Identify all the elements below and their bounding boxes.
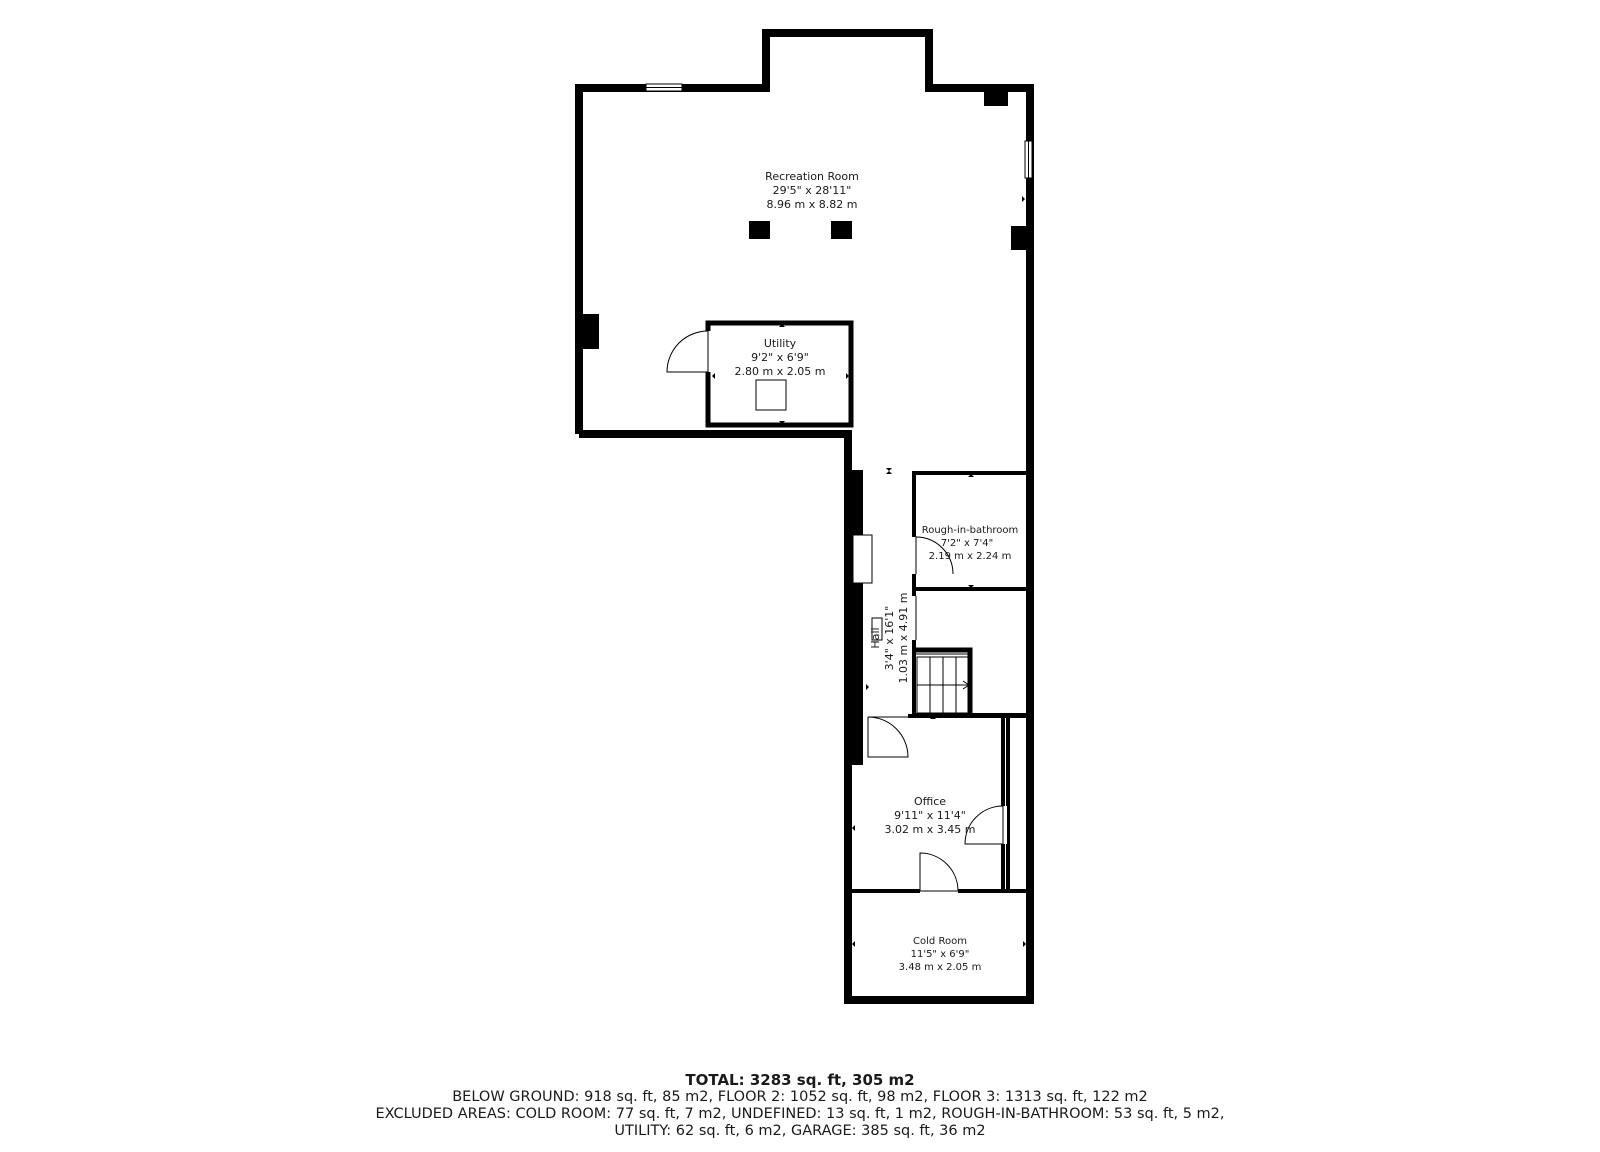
- excluded-areas-continued: UTILITY: 62 sq. ft, 6 m2, GARAGE: 385 sq. ft, 36 m2: [614, 1123, 986, 1139]
- windows: [646, 84, 1032, 178]
- room-dimensions-imperial: 11'5" x 6'9": [910, 949, 970, 960]
- tick: [852, 825, 855, 831]
- room-dimensions-imperial: 9'11" x 11'4": [894, 809, 966, 822]
- hall-wall-thick: [849, 470, 863, 765]
- room-dimensions-metric: 8.96 m x 8.82 m: [766, 198, 858, 211]
- room-dimensions-metric: 3.02 m x 3.45 m: [884, 823, 976, 836]
- tick: [886, 471, 892, 474]
- door-swing: [920, 853, 958, 891]
- fixtures: [756, 380, 882, 640]
- door-opening: [911, 596, 918, 640]
- room-name: Recreation Room: [765, 170, 859, 183]
- room-name: Rough-in-bathroom: [921, 525, 1019, 536]
- label-utility: [735, 337, 826, 378]
- room-dimensions-metric: 2.19 m x 2.24 m: [928, 551, 1012, 562]
- room-name: Office: [913, 795, 947, 808]
- door-opening: [911, 537, 918, 574]
- tick: [866, 684, 869, 690]
- label-recreation-room: [765, 170, 859, 211]
- room-dimensions-metric: 2.80 m x 2.05 m: [734, 365, 826, 378]
- hall-shelf: [853, 535, 872, 583]
- label-hall: [869, 593, 910, 684]
- columns: [583, 88, 1028, 349]
- column: [583, 314, 599, 349]
- room-dimensions-imperial: 7'2" x 7'4": [940, 538, 994, 549]
- label-office: [885, 795, 976, 836]
- tick: [712, 373, 715, 379]
- room-name: Utility: [763, 337, 797, 350]
- room-name: Hall: [869, 627, 882, 649]
- stair-landing-wall: [914, 650, 970, 715]
- door-swing: [667, 331, 708, 372]
- floor-areas: BELOW GROUND: 918 sq. ft, 85 m2, FLOOR 2: 1052 sq. ft, 98 m2, FLOOR 3: 1313 sq. ft, 122 m2: [452, 1089, 1148, 1105]
- room-dimensions-imperial: 29'5" x 28'11": [772, 184, 852, 197]
- room-dimensions-metric: 3.48 m x 2.05 m: [898, 962, 982, 973]
- column: [749, 221, 770, 239]
- room-dimensions-metric: 1.03 m x 4.91 m: [897, 592, 910, 684]
- tick: [886, 468, 892, 471]
- area-summary: [0, 1072, 1600, 1140]
- room-name: Cold Room: [913, 936, 967, 947]
- column: [984, 88, 1008, 106]
- excluded-areas: EXCLUDED AREAS: COLD ROOM: 77 sq. ft, 7 m2, UNDEFINED: 13 sq. ft, 1 m2, ROUGH-IN-BATHROOM: 53 sq. ft, 5 m2,: [375, 1106, 1225, 1122]
- utility-appliance: [756, 380, 786, 410]
- room-dimensions-imperial: 9'2" x 6'9": [751, 351, 809, 364]
- stairs: [914, 654, 969, 713]
- column: [1011, 226, 1028, 250]
- column: [831, 221, 852, 239]
- tick: [1023, 941, 1026, 947]
- tick: [1022, 196, 1025, 202]
- tick: [852, 941, 855, 947]
- door-swing: [868, 717, 908, 757]
- room-dimensions-imperial: 3'4" x 16'1": [883, 605, 896, 671]
- total-area: TOTAL: 3283 sq. ft, 305 m2: [685, 1071, 915, 1089]
- label-cold-room: [899, 936, 982, 973]
